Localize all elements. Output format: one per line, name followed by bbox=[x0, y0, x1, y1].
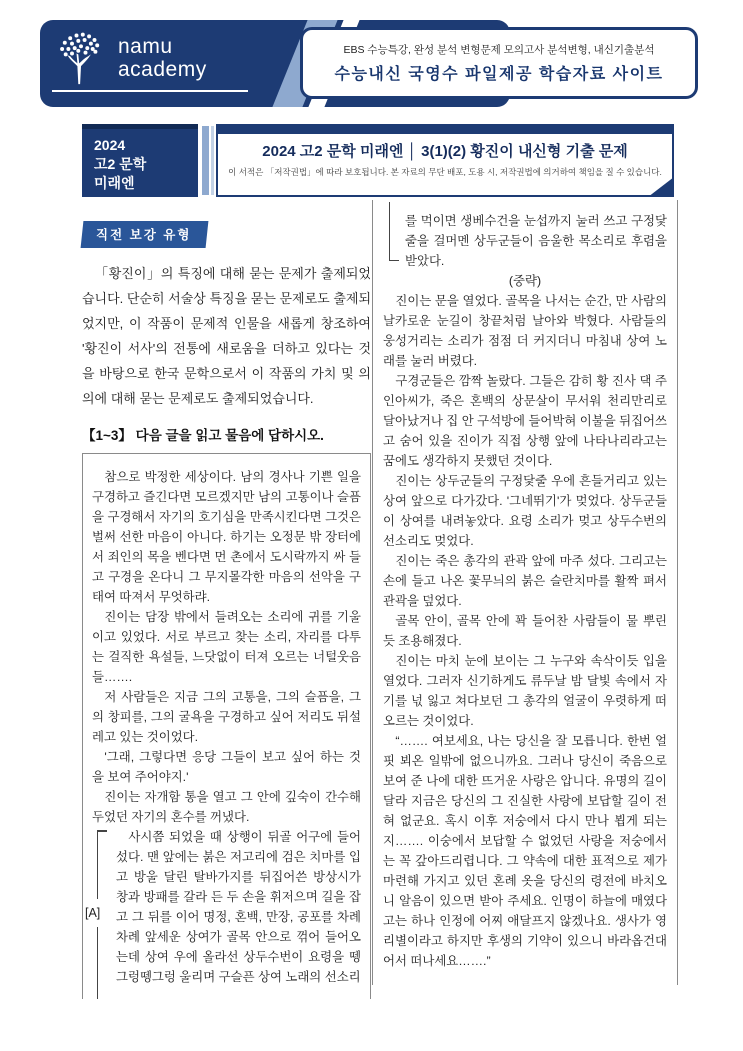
passage-box-left bbox=[82, 453, 371, 999]
question-range-heading: 【1~3】 다음 글을 읽고 물음에 답하시오. bbox=[82, 428, 324, 443]
section-badge-label: 직전 보강 유형 bbox=[96, 228, 192, 242]
tree-icon bbox=[54, 30, 108, 86]
passage-paragraph: '그래, 그렇다면 응당 그들이 보고 싶어 하는 것을 보여 주어야지.' bbox=[92, 750, 361, 784]
title-accent-bar-thin bbox=[211, 126, 214, 195]
bracket-a-text-left: 사시쯤 되었을 때 상행이 뒤골 어구에 들어섰다. 맨 앞에는 붉은 저고리에 검은 치마를 입고 방울 달린 탈바가지를 뒤집어쓴 방상시가 창과 방패를 갈라 든 두 손을 휘저으며 길을 잡고 그 뒤를 이어 명정, 혼백, 만장, 공포를 차례차례 앞세운 상여가 골목 안으로 꺾어 들어오는데 상여 우에 올라선 상두수번이 요령을 뗑그렁뗑그렁 울리며 구슬픈 상여 노래의 선소리 bbox=[116, 830, 361, 984]
document-title: 2024 고2 문학 미래엔 │ 3(1)(2) 황진이 내신형 기출 문제 bbox=[262, 143, 628, 160]
header-tagline-box bbox=[300, 27, 698, 99]
passage-paragraph: 진이는 자개함 통을 열고 그 안에 깊숙이 간수해 두었던 자기의 혼수를 꺼냈다. bbox=[92, 790, 361, 824]
title-side-label bbox=[82, 124, 198, 197]
title-block bbox=[82, 124, 676, 197]
passage-paragraph: 진이는 마치 눈에 보이는 그 누구와 속삭이듯 입을 열었다. 그러자 신기하게도 류두날 밤 달빛 속에서 자기를 넋 잃고 쳐다보던 그 총각의 얼굴이 우렷하게 떠오르는 것이었다. bbox=[383, 654, 667, 728]
passage-paragraph: 진이는 문을 열었다. 골목을 나서는 순간, 만 사람의 날카로운 눈길이 창끝처럼 날아와 박혔다. 사람들의 웅성거리는 소리가 점점 더 커지더니 마침내 상여 노래를 눌러 버렸다. bbox=[383, 294, 667, 368]
header-banner bbox=[40, 20, 698, 107]
side-label-grade: 고2 문학 bbox=[94, 156, 147, 172]
passage-paragraph: 진이는 담장 밖에서 들려오는 소리에 귀를 기울이고 있었다. 서로 부르고 찾는 소리, 자리를 다투는 걸직한 욕설들, 느닷없이 터져 오르는 너털웃음들……. bbox=[92, 610, 361, 684]
bracket-a-section bbox=[85, 827, 361, 987]
bracket-a-label: [A] bbox=[85, 899, 100, 927]
header-tagline-main: 수능내신 국영수 파일제공 학습자료 사이트 bbox=[334, 66, 664, 83]
passage-paragraph: 저 사람들은 지금 그의 고통을, 그의 슬픔을, 그의 창피를, 그의 굴욕을 구경하고 싶어 저리도 뒤설레고 있는 것이었다. bbox=[92, 690, 361, 744]
copyright-notice: 이 서적은 「저작권법」에 따라 보호됩니다. 본 자료의 무단 배포, 도용 시, 저작권법에 의거하여 책임을 질 수 있습니다. bbox=[228, 167, 662, 177]
section-badge bbox=[81, 221, 209, 248]
passage-paragraph: 진이는 죽은 총각의 관곽 앞에 마주 섰다. 그리고는 손에 들고 나온 꽃무늬의 붉은 슬란치마를 활짝 펴서 관곽을 덮었다. bbox=[383, 554, 667, 608]
intro-paragraph: 「황진이」의 특징에 대해 묻는 문제가 출제되었습니다. 단순히 서술상 특징을 묻는 문제로도 출제되었지만, 이 작품이 문제적 인물을 새롭게 창조하여 '황진이 서사'의 전통에 새로움을 더하고 있다는 것을 바탕으로 한국 문학으로서 이 작품의 가치 및 의의에 대해 묻는 문제로도 출제되었습니다. bbox=[82, 266, 372, 406]
right-column bbox=[372, 200, 678, 985]
omission-marker: (중략) bbox=[508, 274, 542, 288]
side-label-publisher: 미래엔 bbox=[94, 175, 135, 191]
left-column bbox=[82, 221, 371, 999]
logo-wordmark: namu academy bbox=[118, 35, 207, 81]
bracket-a-continuation bbox=[383, 211, 667, 271]
passage-paragraph: 진이는 상두군들의 구정닻줄 우에 흔들거리고 있는 상여 앞으로 다가갔다. '그네뛰기'가 멎었다. 상두군들이 상여를 내려놓았다. 요령 소리가 멎고 상두수번의 선소리도 멎었다. bbox=[383, 474, 667, 548]
bracket-a-text-right: 를 먹이면 생베수건을 눈섭까지 눌러 쓰고 구정닻줄을 걸머멘 상두군들이 음울한 목소리로 후렴을 받았다. bbox=[405, 214, 667, 268]
passage-paragraph: 골목 안이, 골목 안에 꽉 들어찬 사람들이 물 뿌린 듯 조용해졌다. bbox=[383, 614, 667, 648]
title-banner bbox=[216, 124, 674, 197]
passage-paragraph: 구경군들은 깜짝 놀랐다. 그들은 감히 황 진사 댁 주인아씨가, 죽은 혼백의 상문살이 무서워 천리만리로 달아났거나 집 안 구석방에 들어박혀 이불을 뒤집어쓰고 숨어 있을 진이가 직접 상행 앞에 나타나리라고는 꿈에도 생각하지 못했던 것이다. bbox=[383, 374, 667, 468]
logo-underline bbox=[52, 90, 248, 92]
passage-paragraph: 참으로 박정한 세상이다. 남의 경사나 기쁜 일을 구경하고 즐긴다면 모르겠지만 남의 고통이나 슬픔을 구경해서 자기의 호기심을 만족시킨다면 그것은 벌써 선한 마음이 아니다. 하기는 오정문 밖 장터에서 죄인의 목을 벤다면 먼 촌에서 도시락까지 싸 들고 구경을 온다니 그 무지몰각한 마음의 선악을 구태여 따져서 무엇하랴. bbox=[92, 470, 361, 604]
bracket-a-close-line bbox=[389, 202, 399, 261]
side-label-year: 2024 bbox=[94, 137, 126, 153]
namu-academy-logo bbox=[54, 30, 207, 86]
title-accent-bar bbox=[202, 126, 209, 195]
header-tagline-small: EBS 수능특강, 완성 분석 변형문제 모의고사 분석변형, 내신기출분석 bbox=[343, 44, 655, 56]
passage-paragraph: “……. 여보세요, 나는 당신을 잘 모릅니다. 한번 얼핏 뵈온 일밖에 없으니까요. 그러나 당신이 죽음으로 보여 준 나에 대한 뜨거운 사랑은 압니다. 유명의 길이 달라 지금은 당신의 그 진실한 사랑에 보답할 길이 전혀 없군요. 혹시 이후 저숭에서 다시 만나 뵙게 되는지……. 이숭에서 보답할 수 없었던 사랑을 저숭에서는 꼭 갚아드리렵니다. 그 약속에 대한 표적으로 제가 마련해 가지고 있던 혼례 옷을 당신의 령전에 바치오니 알음이 있으면 받아 주세요. 인명이 하늘에 매였다고는 하나 인정에 어찌 애달프지 않겠나요. 생사가 영 리별이라고 하지만 후생의 기약이 있으니 바라옵건대 어서 떠나세요…….” bbox=[383, 734, 667, 968]
